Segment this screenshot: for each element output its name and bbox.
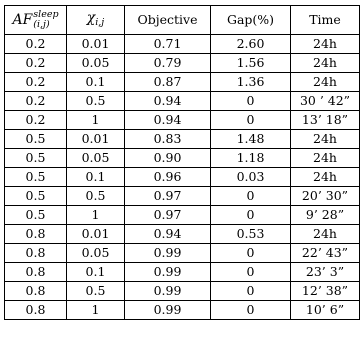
cell-gap: 1.48 <box>211 130 291 149</box>
cell-gap: 0 <box>211 282 291 301</box>
table-row <box>5 206 360 225</box>
af-subscript: (i,j) <box>33 19 50 30</box>
table-row <box>5 244 360 263</box>
cell-time: 24h <box>291 130 360 149</box>
cell-objective: 0.94 <box>125 92 211 111</box>
header-row <box>5 6 360 35</box>
table-row <box>5 111 360 130</box>
cell-chi: 0.05 <box>67 244 125 263</box>
cell-af: 0.2 <box>5 35 67 54</box>
cell-time: 24h <box>291 54 360 73</box>
cell-gap: 0 <box>211 187 291 206</box>
cell-gap: 1.36 <box>211 73 291 92</box>
cell-gap: 0 <box>211 301 291 320</box>
cell-objective: 0.90 <box>125 149 211 168</box>
cell-objective: 0.99 <box>125 301 211 320</box>
table-row <box>5 187 360 206</box>
cell-time: 24h <box>291 35 360 54</box>
cell-af: 0.8 <box>5 282 67 301</box>
cell-chi: 0.05 <box>67 54 125 73</box>
cell-af: 0.8 <box>5 225 67 244</box>
cell-gap: 0.03 <box>211 168 291 187</box>
table-row <box>5 263 360 282</box>
cell-af: 0.2 <box>5 54 67 73</box>
cell-chi: 1 <box>67 301 125 320</box>
cell-objective: 0.79 <box>125 54 211 73</box>
cell-gap: 0 <box>211 92 291 111</box>
cell-time: 23’ 3” <box>291 263 360 282</box>
cell-gap: 2.60 <box>211 35 291 54</box>
cell-gap: 1.18 <box>211 149 291 168</box>
results-table <box>4 5 360 320</box>
cell-chi: 0.5 <box>67 92 125 111</box>
table-row <box>5 149 360 168</box>
cell-time: 24h <box>291 149 360 168</box>
table-row <box>5 282 360 301</box>
cell-objective: 0.97 <box>125 187 211 206</box>
cell-af: 0.8 <box>5 301 67 320</box>
cell-gap: 1.56 <box>211 54 291 73</box>
cell-objective: 0.94 <box>125 111 211 130</box>
cell-chi: 0.5 <box>67 282 125 301</box>
cell-af: 0.5 <box>5 130 67 149</box>
table-row <box>5 35 360 54</box>
cell-objective: 0.99 <box>125 263 211 282</box>
table-row <box>5 168 360 187</box>
cell-time: 24h <box>291 73 360 92</box>
cell-chi: 0.01 <box>67 35 125 54</box>
cell-objective: 0.94 <box>125 225 211 244</box>
results-table-container <box>4 5 360 320</box>
cell-time: 12’ 38” <box>291 282 360 301</box>
header-gap: Gap(%) <box>211 6 291 35</box>
cell-gap: 0.53 <box>211 225 291 244</box>
cell-af: 0.5 <box>5 187 67 206</box>
cell-objective: 0.87 <box>125 73 211 92</box>
table-body <box>5 35 360 320</box>
header-objective: Objective <box>125 6 211 35</box>
cell-gap: 0 <box>211 263 291 282</box>
cell-af: 0.5 <box>5 149 67 168</box>
cell-time: 22’ 43” <box>291 244 360 263</box>
cell-chi: 0.5 <box>67 187 125 206</box>
cell-objective: 0.83 <box>125 130 211 149</box>
header-af <box>5 6 67 35</box>
cell-chi: 0.1 <box>67 73 125 92</box>
af-superscript: sleep <box>33 9 59 20</box>
cell-chi: 1 <box>67 206 125 225</box>
cell-af: 0.8 <box>5 263 67 282</box>
table-row <box>5 130 360 149</box>
cell-time: 10’ 6” <box>291 301 360 320</box>
header-time: Time <box>291 6 360 35</box>
cell-chi: 0.1 <box>67 263 125 282</box>
cell-af: 0.5 <box>5 206 67 225</box>
table-row <box>5 225 360 244</box>
cell-objective: 0.96 <box>125 168 211 187</box>
cell-af: 0.2 <box>5 92 67 111</box>
cell-objective: 0.71 <box>125 35 211 54</box>
cell-objective: 0.99 <box>125 282 211 301</box>
table-row <box>5 73 360 92</box>
cell-chi: 0.01 <box>67 130 125 149</box>
cell-af: 0.5 <box>5 168 67 187</box>
cell-af: 0.2 <box>5 73 67 92</box>
table-row <box>5 301 360 320</box>
table-row <box>5 92 360 111</box>
cell-chi: 0.01 <box>67 225 125 244</box>
af-symbol: AF <box>12 12 33 28</box>
header-chi <box>67 6 125 35</box>
cell-time: 24h <box>291 168 360 187</box>
cell-time: 9’ 28” <box>291 206 360 225</box>
cell-chi: 0.05 <box>67 149 125 168</box>
cell-objective: 0.97 <box>125 206 211 225</box>
cell-af: 0.2 <box>5 111 67 130</box>
cell-time: 24h <box>291 225 360 244</box>
chi-symbol: χ <box>86 9 96 26</box>
cell-gap: 0 <box>211 111 291 130</box>
cell-chi: 0.1 <box>67 168 125 187</box>
cell-time: 13’ 18” <box>291 111 360 130</box>
chi-subscript: i,j <box>95 16 105 28</box>
cell-time: 20’ 30” <box>291 187 360 206</box>
cell-gap: 0 <box>211 244 291 263</box>
cell-time: 30 ’ 42” <box>291 92 360 111</box>
cell-chi: 1 <box>67 111 125 130</box>
cell-af: 0.8 <box>5 244 67 263</box>
table-row <box>5 54 360 73</box>
cell-gap: 0 <box>211 206 291 225</box>
cell-objective: 0.99 <box>125 244 211 263</box>
